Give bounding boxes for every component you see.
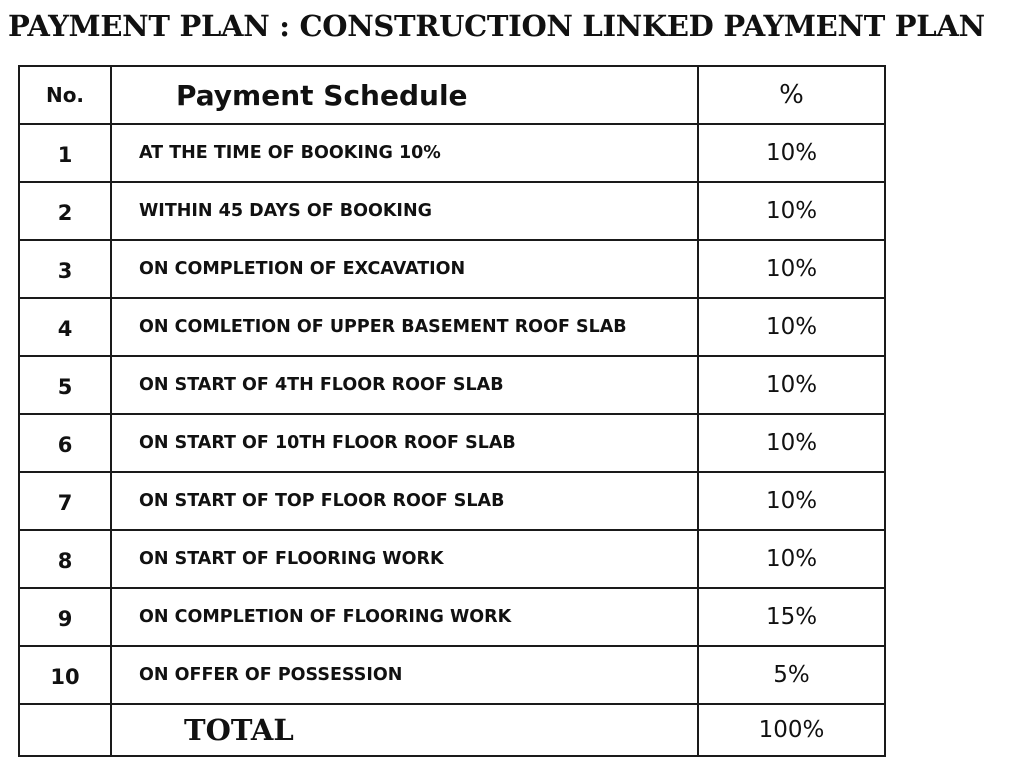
- row-percent: 10%: [698, 240, 885, 298]
- table-header-row: [19, 66, 885, 124]
- row-percent: 15%: [698, 588, 885, 646]
- row-schedule: ON COMPLETION OF EXCAVATION: [111, 240, 698, 298]
- table-row: [19, 472, 885, 530]
- total-row: [19, 704, 885, 756]
- row-number: 1: [19, 124, 111, 182]
- row-schedule: ON START OF FLOORING WORK: [111, 530, 698, 588]
- header-no: No.: [19, 66, 111, 124]
- row-number: 9: [19, 588, 111, 646]
- row-schedule: ON COMPLETION OF FLOORING WORK: [111, 588, 698, 646]
- total-label: TOTAL: [111, 704, 698, 756]
- row-schedule: WITHIN 45 DAYS OF BOOKING: [111, 182, 698, 240]
- total-percent: 100%: [698, 704, 885, 756]
- header-payment-schedule: Payment Schedule: [111, 66, 698, 124]
- row-number: 3: [19, 240, 111, 298]
- page-title: PAYMENT PLAN : CONSTRUCTION LINKED PAYMENT PLAN: [8, 9, 985, 43]
- row-number: 8: [19, 530, 111, 588]
- row-schedule: ON START OF TOP FLOOR ROOF SLAB: [111, 472, 698, 530]
- total-empty-cell: [19, 704, 111, 756]
- table-row: [19, 646, 885, 704]
- row-schedule: ON START OF 4TH FLOOR ROOF SLAB: [111, 356, 698, 414]
- row-schedule: AT THE TIME OF BOOKING 10%: [111, 124, 698, 182]
- table-row: [19, 182, 885, 240]
- table-row: [19, 530, 885, 588]
- payment-plan-table: [18, 65, 886, 757]
- table-row: [19, 414, 885, 472]
- table-row: [19, 124, 885, 182]
- row-schedule: ON OFFER OF POSSESSION: [111, 646, 698, 704]
- table-row: [19, 298, 885, 356]
- row-percent: 10%: [698, 356, 885, 414]
- row-percent: 10%: [698, 530, 885, 588]
- row-schedule: ON COMLETION OF UPPER BASEMENT ROOF SLAB: [111, 298, 698, 356]
- row-number: 5: [19, 356, 111, 414]
- row-number: 4: [19, 298, 111, 356]
- row-percent: 10%: [698, 124, 885, 182]
- table-row: [19, 588, 885, 646]
- row-schedule: ON START OF 10TH FLOOR ROOF SLAB: [111, 414, 698, 472]
- row-percent: 10%: [698, 472, 885, 530]
- row-percent: 10%: [698, 414, 885, 472]
- row-percent: 10%: [698, 182, 885, 240]
- row-number: 2: [19, 182, 111, 240]
- header-percent: %: [698, 66, 885, 124]
- table-row: [19, 240, 885, 298]
- row-number: 7: [19, 472, 111, 530]
- row-number: 10: [19, 646, 111, 704]
- row-percent: 10%: [698, 298, 885, 356]
- row-number: 6: [19, 414, 111, 472]
- row-percent: 5%: [698, 646, 885, 704]
- table-row: [19, 356, 885, 414]
